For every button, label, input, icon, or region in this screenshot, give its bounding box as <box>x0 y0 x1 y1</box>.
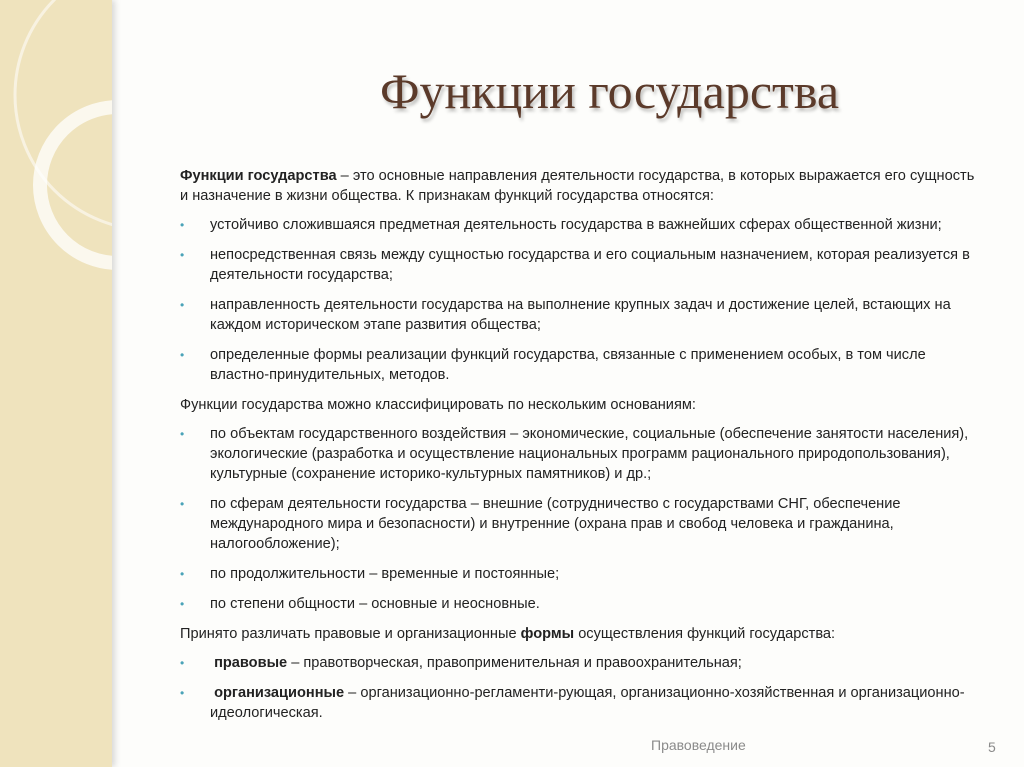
intro-term: Функции государства <box>180 168 337 184</box>
list-item <box>180 295 980 335</box>
form-text: – организационно-регламенти-рующая, организационно-хозяйственная и организационно-идеологическая. <box>210 685 965 721</box>
classification-text: по объектам государственного воздействия – экономические, социальные (обеспечение занятости населения), экологические (разработка и осуществление национальных программ рационального природопользования), культурные (сохранение историко-культурных памятников) и др.; <box>210 426 969 482</box>
feature-text: направленность деятельности государства на выполнение крупных задач и достижение целей, встающих на каждом историческом этапе развития общества; <box>210 297 951 333</box>
list-item <box>180 245 980 285</box>
feature-text: устойчиво сложившаяся предметная деятельность государства в важнейших сферах общественной жизни; <box>210 217 942 233</box>
list-item <box>180 215 980 235</box>
forms-intro-end: осуществления функций государства: <box>574 626 836 642</box>
list-item <box>180 564 980 584</box>
classification-text: по степени общности – основные и неосновные. <box>210 596 540 612</box>
classification-intro: Функции государства можно классифицировать по нескольким основаниям: <box>180 397 696 413</box>
slide-title: Функции государства <box>380 63 840 119</box>
list-item <box>180 424 980 484</box>
decorative-side-band <box>0 0 112 767</box>
bullet-icon: • <box>180 248 185 262</box>
form-term: правовые <box>214 655 288 671</box>
forms-intro-term: формы <box>520 626 575 642</box>
bullet-icon: • <box>180 298 185 312</box>
bullet-icon: • <box>180 427 185 441</box>
bullet-icon: • <box>180 348 185 362</box>
list-item <box>180 494 980 554</box>
bullet-icon: • <box>180 686 185 700</box>
bullet-icon: • <box>180 597 185 611</box>
list-item <box>180 594 980 614</box>
page-number: 5 <box>988 739 996 755</box>
form-term: организационные <box>214 685 345 701</box>
list-item <box>180 683 980 723</box>
bullet-icon: • <box>180 656 185 670</box>
footer-subject: Правоведение <box>651 737 746 753</box>
classification-text: по сферам деятельности государства – внешние (сотрудничество с государствами СНГ, обеспечение международного мира и безопасности) и внутренние (охрана прав и свобод человека и гражданина, налогообложение); <box>210 496 901 552</box>
intro-definition: – это основные направления деятельности государства, в которых выражается его сущность и назначение в жизни общества. К признакам функций государства относятся: <box>180 168 975 204</box>
bullet-icon: • <box>180 218 185 232</box>
list-item <box>180 653 980 673</box>
decorative-rings <box>0 0 112 767</box>
bullet-icon: • <box>180 497 185 511</box>
feature-text: определенные формы реализации функций государства, связанные с применением особых, в том числе властно-принудительных, методов. <box>210 347 926 383</box>
bullet-icon: • <box>180 567 185 581</box>
feature-text: непосредственная связь между сущностью государства и его социальным назначением, которая реализуется в деятельности государства; <box>210 247 970 283</box>
list-item <box>180 345 980 385</box>
forms-intro-start: Принято различать правовые и организационные <box>180 626 521 642</box>
classification-text: по продолжительности – временные и постоянные; <box>210 566 560 582</box>
slide-body <box>180 166 980 733</box>
forms-intro <box>180 624 980 644</box>
intro-paragraph <box>180 166 980 206</box>
form-text: – правотворческая, правоприменительная и правоохранительная; <box>287 655 742 671</box>
